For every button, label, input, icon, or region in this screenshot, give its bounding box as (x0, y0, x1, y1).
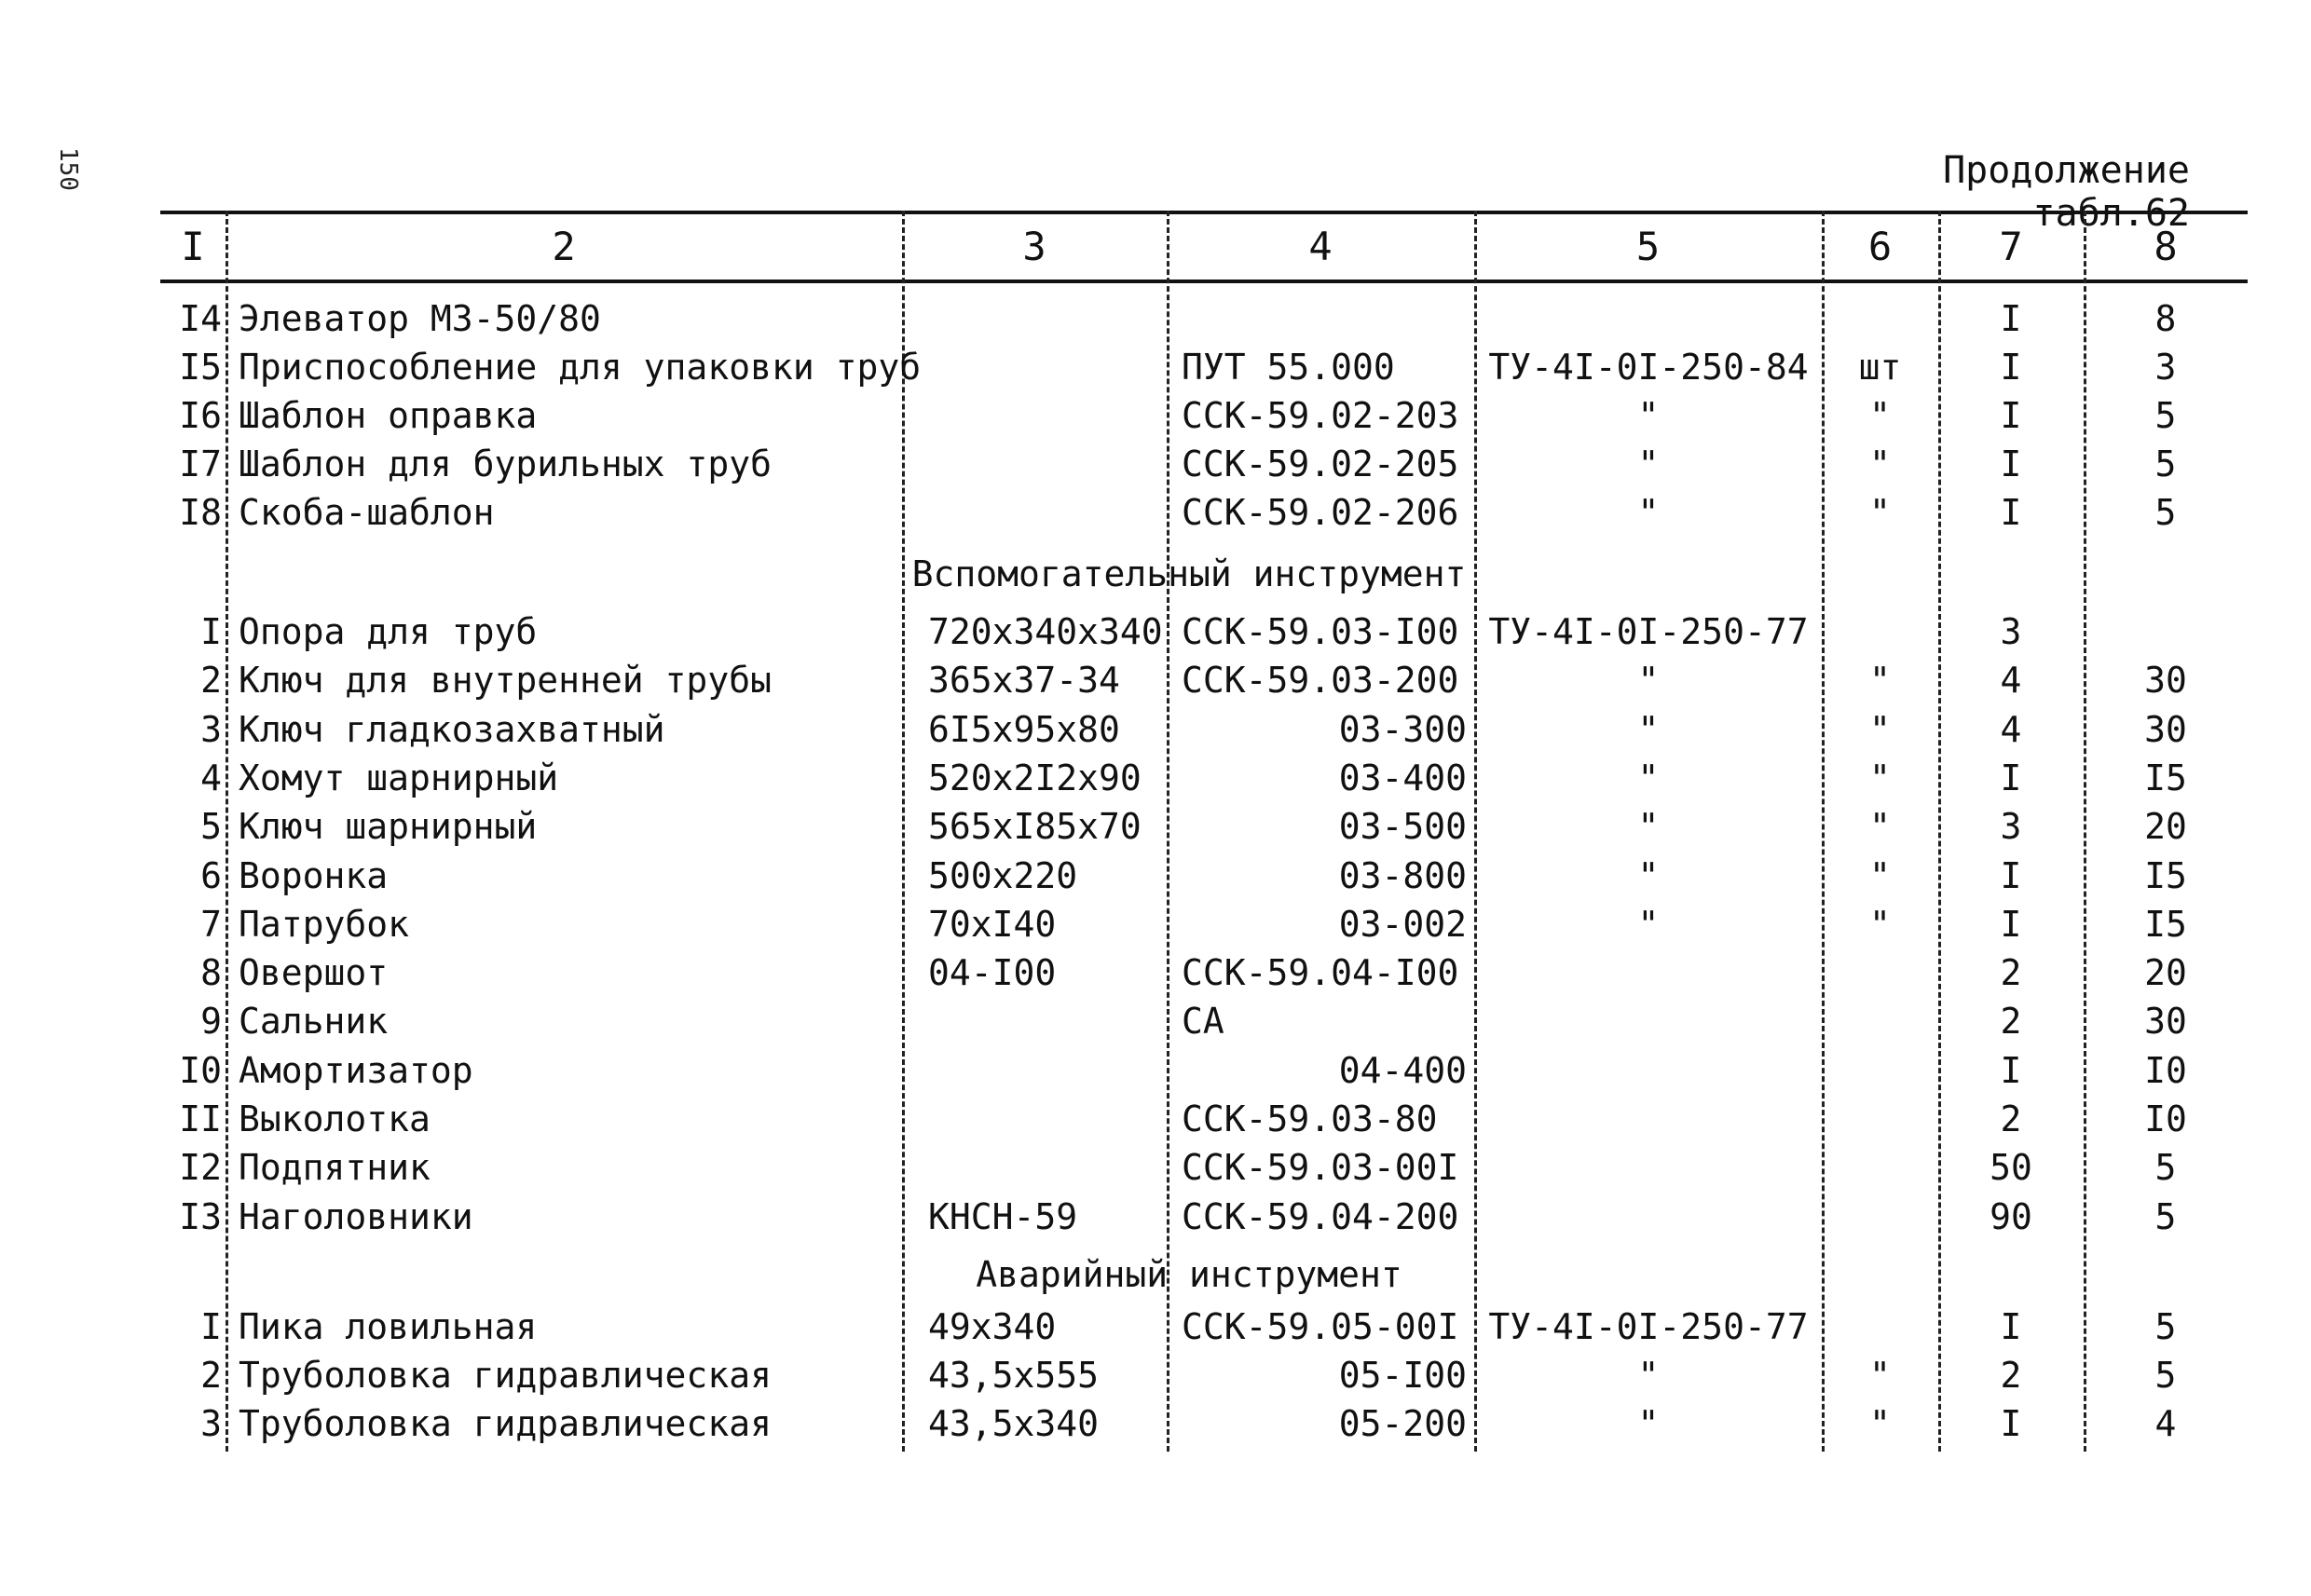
cell-size: 500x220 (928, 854, 1078, 896)
cell-name: Подпятник (239, 1147, 431, 1189)
cell-unit: " (1869, 395, 1891, 436)
cell-n: 6 (200, 854, 222, 896)
cell-n: I2 (179, 1147, 222, 1189)
cell-size: 6I5x95x80 (928, 708, 1120, 750)
cell-q8: 20 (2144, 952, 2187, 994)
cell-size: 43,5x555 (928, 1355, 1100, 1396)
cell-unit: " (1869, 708, 1891, 750)
cell-q8: 8 (2154, 298, 2177, 339)
cell-name: Сальник (239, 1001, 389, 1043)
cell-code: 03-800 (1338, 854, 1467, 896)
cell-tu: ТУ-4I-0I-250-84 (1488, 347, 1809, 388)
cell-n: 4 (200, 757, 222, 798)
header-bottom-rule (160, 280, 2248, 283)
cell-n: 3 (200, 708, 222, 750)
cell-name: Шаблон оправка (239, 395, 538, 436)
cell-name: Пика ловильная (239, 1306, 538, 1347)
cell-q7: 2 (2000, 1355, 2022, 1396)
cell-q7: I (2000, 443, 2022, 484)
cell-q7: I (2000, 854, 2022, 896)
cell-tu: " (1637, 854, 1660, 896)
cell-q8: 5 (2154, 1195, 2177, 1237)
cell-n: 9 (200, 1001, 222, 1043)
cell-tu: " (1637, 660, 1660, 702)
cell-tu: " (1637, 1355, 1660, 1396)
cell-name: Наголовники (239, 1195, 473, 1237)
cell-q7: 2 (2000, 1001, 2022, 1043)
cell-q7: 3 (2000, 806, 2022, 848)
cell-q8: 30 (2144, 708, 2187, 750)
cell-tu: " (1637, 1403, 1660, 1444)
cell-q8: 5 (2154, 492, 2177, 533)
cell-n: I7 (179, 443, 222, 484)
cell-code: ССК-59.02-206 (1182, 492, 1459, 533)
table-row (160, 900, 2248, 948)
cell-tu: " (1637, 395, 1660, 436)
cell-tu: ТУ-4I-0I-250-77 (1488, 611, 1809, 652)
table-row (160, 705, 2248, 754)
cell-name: Элеватор МЗ-50/80 (239, 298, 601, 339)
cell-n: 3 (200, 1403, 222, 1444)
cell-n: I8 (179, 492, 222, 533)
cell-code: 03-400 (1338, 757, 1467, 798)
table-row (160, 948, 2248, 997)
cell-size: 04-I00 (928, 952, 1057, 994)
cell-code: ССК-59.02-203 (1182, 395, 1459, 436)
cell-q7: 2 (2000, 952, 2022, 994)
cell-size: 720x340x340 (928, 611, 1163, 652)
cell-name: Хомут шарнирный (239, 757, 559, 798)
cell-name: Скоба-шаблон (239, 492, 495, 533)
header-col-6: 6 (1867, 224, 1893, 269)
table-row (160, 1143, 2248, 1192)
cell-code: ССК-59.04-I00 (1182, 952, 1459, 994)
table-row (160, 754, 2248, 802)
cell-n: I4 (179, 298, 222, 339)
table-row (160, 607, 2248, 656)
cell-code: СА (1182, 1001, 1224, 1043)
cell-size: 49x340 (928, 1306, 1057, 1347)
cell-q7: I (2000, 1306, 2022, 1347)
table-row (160, 997, 2248, 1045)
table-row (160, 343, 2248, 391)
cell-q7: I (2000, 1049, 2022, 1091)
cell-n: I (200, 1306, 222, 1347)
cell-code: ПУТ 55.000 (1182, 347, 1395, 388)
cell-q8: I0 (2144, 1098, 2187, 1139)
cell-q8: 30 (2144, 660, 2187, 702)
cell-code: ССК-59.05-00I (1182, 1306, 1459, 1347)
cell-size: 520x2I2x90 (928, 757, 1142, 798)
header-col-3: 3 (1022, 224, 1046, 269)
cell-q8: 5 (2154, 443, 2177, 484)
cell-unit: " (1869, 903, 1891, 945)
cell-code: 03-300 (1338, 708, 1467, 750)
cell-unit: " (1869, 443, 1891, 484)
cell-q8: I5 (2144, 757, 2187, 798)
cell-name: Приспособление для упаковки труб (239, 347, 922, 388)
cell-name: Труболовка гидравлическая (239, 1403, 772, 1444)
cell-q8: I5 (2144, 903, 2187, 945)
cell-name: Патрубок (239, 903, 410, 945)
cell-name: Опора для труб (239, 611, 538, 652)
cell-n: I5 (179, 347, 222, 388)
cell-unit: " (1869, 1403, 1891, 1444)
cell-q8: 3 (2154, 347, 2177, 388)
cell-n: I0 (179, 1049, 222, 1091)
cell-name: Ключ для внутренней трубы (239, 660, 772, 702)
header-col-2: 2 (552, 224, 576, 269)
cell-unit: " (1869, 1355, 1891, 1396)
cell-tu: ТУ-4I-0I-250-77 (1488, 1306, 1809, 1347)
cell-tu: " (1637, 708, 1660, 750)
cell-q8: 5 (2154, 1355, 2177, 1396)
cell-tu: " (1637, 806, 1660, 848)
cell-code: 05-I00 (1338, 1355, 1467, 1396)
cell-q7: I (2000, 903, 2022, 945)
cell-unit: " (1869, 854, 1891, 896)
cell-n: 7 (200, 903, 222, 945)
cell-size: 43,5x340 (928, 1403, 1100, 1444)
section-heading: Аварийный инструмент (976, 1254, 1402, 1295)
cell-name: Ключ шарнирный (239, 806, 538, 848)
cell-q7: 50 (1990, 1147, 2032, 1189)
header-col-8: 8 (2154, 224, 2178, 269)
cell-q8: 5 (2154, 395, 2177, 436)
cell-n: I6 (179, 395, 222, 436)
cell-name: Ключ гладкозахватный (239, 708, 665, 750)
cell-code: ССК-59.03-I00 (1182, 611, 1459, 652)
cell-name: Шаблон для бурильных труб (239, 443, 772, 484)
cell-q8: 20 (2144, 806, 2187, 848)
cell-q8: 30 (2144, 1001, 2187, 1043)
cell-q8: I0 (2144, 1049, 2187, 1091)
cell-n: 8 (200, 952, 222, 994)
cell-n: I (200, 611, 222, 652)
table-row (160, 1399, 2248, 1448)
cell-code: 03-002 (1338, 903, 1467, 945)
header-col-5: 5 (1635, 224, 1661, 269)
cell-tu: " (1637, 492, 1660, 533)
cell-size: КНСН-59 (928, 1195, 1078, 1237)
cell-name: Овершот (239, 952, 389, 994)
header-col-1: I (181, 224, 205, 269)
cell-n: 2 (200, 1355, 222, 1396)
cell-q8: 4 (2154, 1403, 2177, 1444)
table-row (160, 852, 2248, 900)
table-row (160, 294, 2248, 343)
cell-n: 2 (200, 660, 222, 702)
table-row (160, 1193, 2248, 1241)
table-row (160, 656, 2248, 704)
cell-code: 03-500 (1338, 806, 1467, 848)
cell-q7: 90 (1990, 1195, 2032, 1237)
cell-unit: шт (1858, 347, 1902, 388)
table-caption: Продолжение табл.62 (1943, 149, 2190, 235)
section-heading: Вспомогательный инструмент (911, 553, 1467, 594)
cell-q7: 4 (2000, 660, 2022, 702)
cell-tu: " (1637, 757, 1660, 798)
header-col-4: 4 (1308, 224, 1333, 269)
cell-n: I3 (179, 1195, 222, 1237)
cell-q7: I (2000, 757, 2022, 798)
table-row (160, 1046, 2248, 1095)
cell-unit: " (1869, 757, 1891, 798)
cell-q7: 2 (2000, 1098, 2022, 1139)
cell-tu: " (1637, 443, 1660, 484)
cell-name: Воронка (239, 854, 389, 896)
cell-q7: 4 (2000, 708, 2022, 750)
cell-size: 70xI40 (928, 903, 1057, 945)
cell-q7: I (2000, 492, 2022, 533)
table-row (160, 1351, 2248, 1399)
table-row (160, 1303, 2248, 1351)
cell-q7: I (2000, 395, 2022, 436)
cell-code: 05-200 (1338, 1403, 1467, 1444)
cell-code: 04-400 (1338, 1049, 1467, 1091)
cell-code: ССК-59.04-200 (1182, 1195, 1459, 1237)
table-row (160, 802, 2248, 851)
header-col-7: 7 (1999, 224, 2023, 269)
cell-name: Труболовка гидравлическая (239, 1355, 772, 1396)
cell-q7: I (2000, 298, 2022, 339)
cell-size: 365x37-34 (928, 660, 1120, 702)
cell-q7: 3 (2000, 611, 2022, 652)
cell-code: ССК-59.03-200 (1182, 660, 1459, 702)
cell-unit: " (1869, 492, 1891, 533)
cell-size: 565xI85x70 (928, 806, 1142, 848)
cell-q7: I (2000, 1403, 2022, 1444)
cell-q7: I (2000, 347, 2022, 388)
cell-unit: " (1869, 806, 1891, 848)
cell-q8: 5 (2154, 1147, 2177, 1189)
cell-n: 5 (200, 806, 222, 848)
cell-name: Выколотка (239, 1098, 431, 1139)
cell-code: ССК-59.02-205 (1182, 443, 1459, 484)
cell-name: Амортизатор (239, 1049, 473, 1091)
cell-code: ССК-59.03-00I (1182, 1147, 1459, 1189)
cell-n: II (179, 1098, 222, 1139)
table-row (160, 440, 2248, 488)
table-row (160, 391, 2248, 440)
table-row (160, 488, 2248, 537)
cell-q8: 5 (2154, 1306, 2177, 1347)
cell-q8: I5 (2144, 854, 2187, 896)
page-number: 150 (54, 147, 82, 191)
table-row (160, 1095, 2248, 1143)
cell-code: ССК-59.03-80 (1182, 1098, 1438, 1139)
cell-tu: " (1637, 903, 1660, 945)
cell-unit: " (1869, 660, 1891, 702)
